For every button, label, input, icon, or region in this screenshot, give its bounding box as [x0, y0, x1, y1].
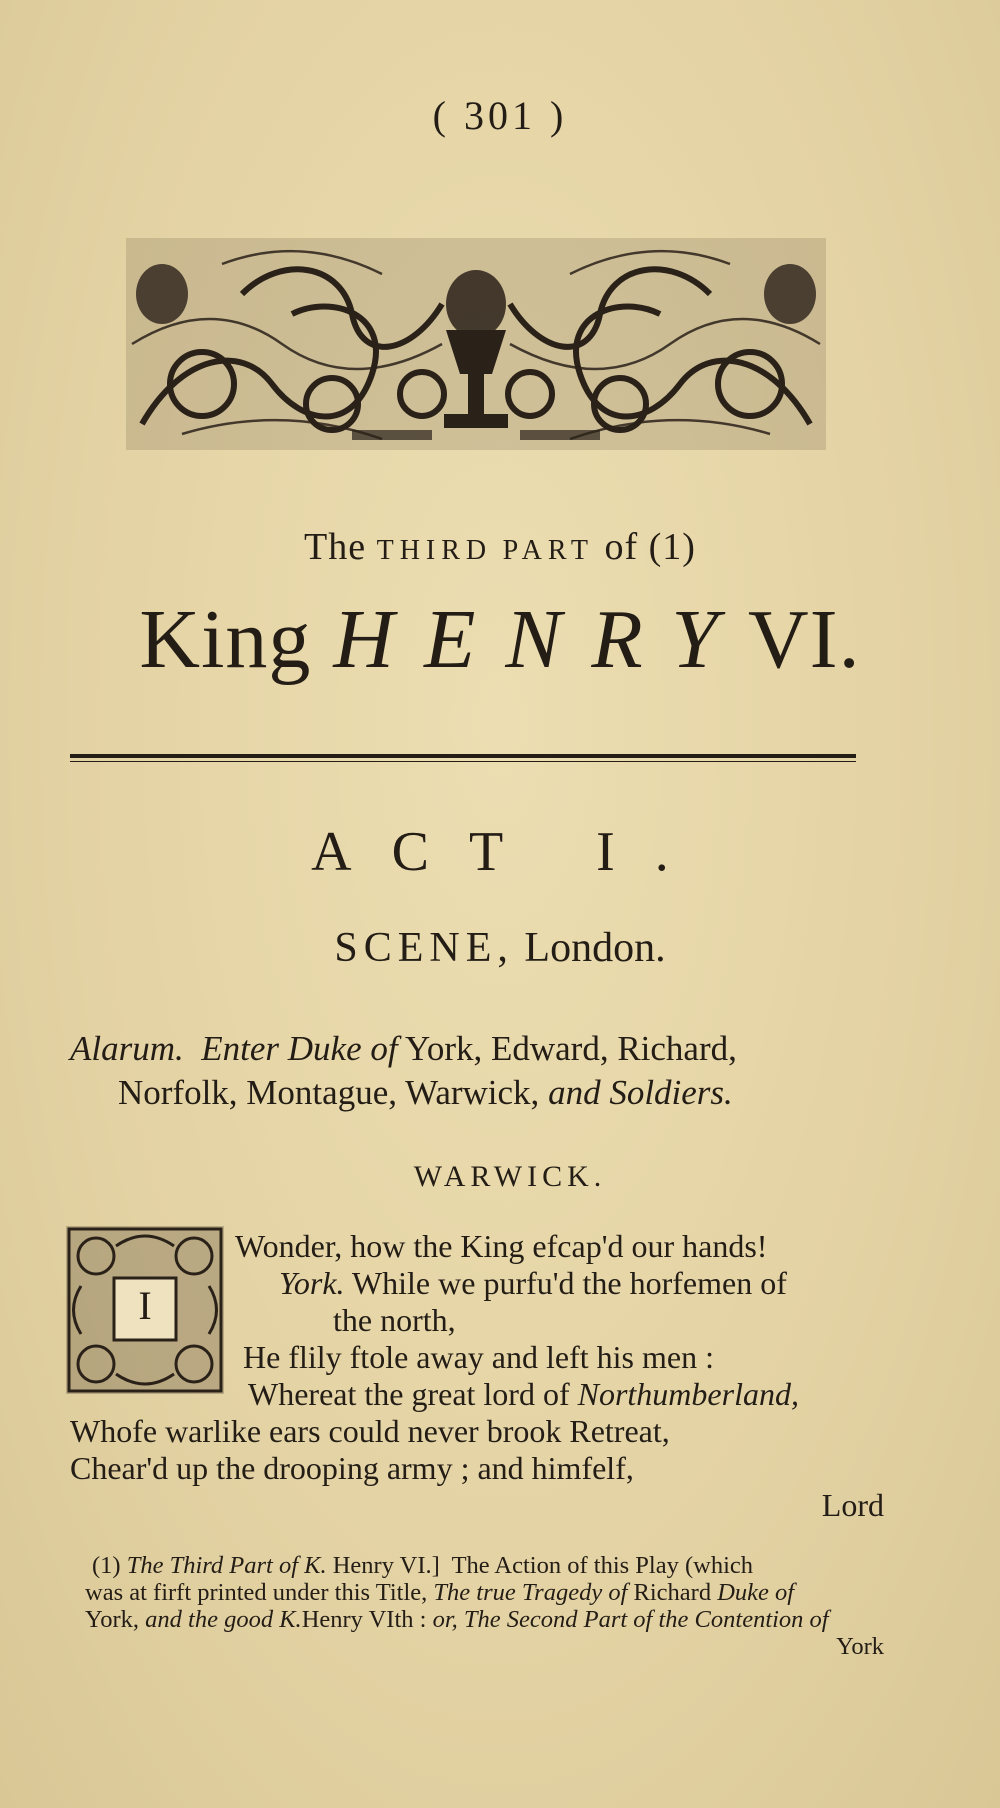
verse-line — [333, 1302, 456, 1339]
scene-label: SCENE, — [334, 925, 514, 971]
verse-line — [248, 1376, 799, 1413]
play-title-name: HENRY — [333, 593, 748, 686]
verse-text: the north, — [333, 1302, 456, 1338]
scene-place: London. — [524, 925, 666, 971]
footnote-italic: or, The Second Part of the Contention of — [432, 1606, 829, 1633]
verse-text: While we purfu'd the horfemen of — [344, 1265, 787, 1301]
play-title — [0, 593, 1000, 686]
footnote-line — [85, 1606, 880, 1633]
verse-text: Whereat the great lord of — [248, 1376, 578, 1412]
footnote-italic: Duke of — [717, 1579, 795, 1606]
stage-direction-line-2 — [118, 1071, 938, 1115]
footnote-italic: The Third Part of K. — [126, 1552, 327, 1579]
verse-line — [235, 1228, 767, 1265]
catchword-text: Lord — [821, 1487, 884, 1523]
footnote-italic: The true Tragedy of — [433, 1579, 628, 1606]
footnote-text: Richard — [627, 1579, 718, 1606]
verse-line — [70, 1450, 634, 1487]
title-note-ref: (1) — [648, 526, 696, 568]
act-heading: ACT I. — [311, 821, 709, 883]
headpiece-ornament — [122, 234, 830, 454]
stage-direction-soldiers: and Soldiers. — [548, 1073, 733, 1112]
verse-line — [279, 1265, 787, 1302]
stage-direction-alarum: Alarum. — [70, 1029, 184, 1068]
stage-direction-enter: Enter Duke — [183, 1029, 371, 1068]
title-the: The — [304, 526, 367, 568]
verse-text: Whofe warlike ears could never brook Retreat, — [70, 1413, 670, 1449]
footnote-text: Henry VI.] The Action of this Play (which — [326, 1552, 754, 1579]
footnote-catchword-text: York — [836, 1633, 884, 1660]
verse-text: Chear'd up the drooping army ; and himfelf, — [70, 1450, 634, 1486]
verse-place: Northumberland, — [577, 1376, 799, 1412]
footnote-line — [85, 1579, 880, 1606]
footnote-text: was at firft printed under this Title, — [85, 1579, 434, 1606]
drop-cap-letter: I — [138, 1283, 152, 1328]
footnote-ref: (1) — [92, 1552, 127, 1579]
title-rule-thick — [70, 754, 856, 758]
stage-direction-names-2: Norfolk, Montague, Warwick, — [118, 1073, 549, 1112]
footnote-text: York, — [85, 1606, 146, 1633]
footnote-line — [92, 1552, 887, 1579]
catchword — [822, 1487, 884, 1524]
speaker-york: York. — [279, 1265, 345, 1301]
footnote-text: Henry VIth : — [301, 1606, 433, 1633]
title-part: PART — [502, 535, 594, 566]
speaker-name: WARWICK. — [413, 1160, 607, 1193]
verse-text: Wonder, how the King efcap'd our hands! — [235, 1228, 768, 1264]
scene-heading — [0, 924, 1000, 972]
page-number: ( 301 ) — [432, 93, 568, 138]
footnote-catchword — [836, 1633, 884, 1660]
verse-line — [243, 1339, 714, 1376]
stage-direction-names-1: York, Edward, Richard, — [397, 1029, 737, 1068]
verse-line — [70, 1413, 670, 1450]
play-title-numeral: VI. — [747, 593, 861, 686]
play-title-king: King — [139, 593, 312, 686]
title-third: THIRD — [376, 535, 493, 566]
verse-text: He flily ftole away and left his men : — [243, 1339, 714, 1375]
drop-cap-ornament — [66, 1226, 224, 1394]
title-line — [0, 525, 1000, 569]
title-of: of — [604, 526, 639, 568]
stage-direction-of: of — [370, 1029, 398, 1068]
footnote-italic: and the good K. — [145, 1606, 302, 1633]
stage-direction-line-1 — [70, 1027, 890, 1071]
title-rule-thin — [70, 761, 856, 762]
